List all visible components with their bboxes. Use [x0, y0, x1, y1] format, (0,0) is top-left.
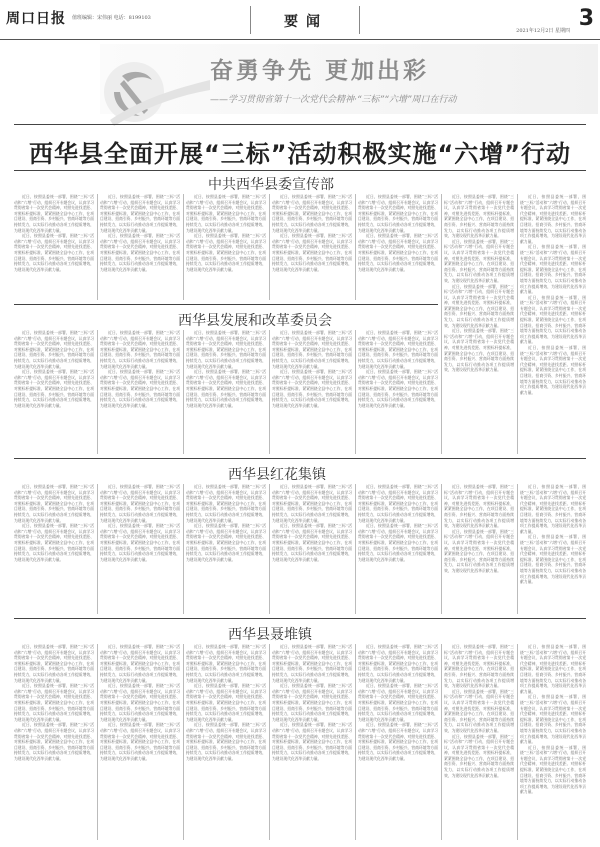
page-number: 3	[578, 6, 594, 31]
article-paragraph: 近日，按照县委统一部署，围绕“三标”活动和“六增”行动，组织召开专题会议，认真学习贯彻省第十一次党代会精神，对照先进找差距、对照标杆提标准，紧紧围绕全县中心工作，在项目建设、招商引资、乡村振兴、营商环境等方面持续发力，以实际行动推动各项工作提质增效，为建设现代化西华贡献力量。	[272, 194, 352, 233]
article-column	[272, 484, 352, 614]
article-paragraph: 近日，按照县委统一部署，围绕“三标”活动和“六增”行动，组织召开专题会议，认真学习贯彻省第十一次党代会精神，对照先进找差距、对照标杆提标准，紧紧围绕全县中心工作，在项目建设、招商引资、乡村振兴、营商环境等方面持续发力，以实际行动推动各项工作提质增效，为建设现代化西华贡献力量。	[358, 722, 438, 761]
article-column	[272, 644, 352, 840]
column-divider	[269, 484, 270, 614]
banner-subslogan: ——学习贯彻省第十一次党代会精神·“三标”“六增”周口在行动	[210, 95, 457, 105]
article-paragraph: 近日，按照县委统一部署，围绕“三标”活动和“六增”行动，组织召开专题会议，认真学习贯彻省第十一次党代会精神，对照先进找差距、对照标杆提标准，紧紧围绕全县中心工作，在项目建设、招商引资、乡村振兴、营商环境等方面持续发力，以实际行动推动各项工作提质增效，为建设现代化西华贡献力量。	[186, 330, 266, 369]
section-label: 要闻	[284, 14, 328, 30]
column-divider	[183, 484, 184, 614]
article-paragraph: 近日，按照县委统一部署，围绕“三标”活动和“六增”行动，组织召开专题会议，认真学习贯彻省第十一次党代会精神，对照先进找差距、对照标杆提标准，紧紧围绕全县中心工作，在项目建设、招商引资、乡村振兴、营商环境等方面持续发力，以实际行动推动各项工作提质增效，为建设现代化西华贡献力量。	[14, 484, 94, 523]
article-column	[100, 484, 180, 614]
article-paragraph: 近日，按照县委统一部署，围绕“三标”活动和“六增”行动，组织召开专题会议，认真学习贯彻省第十一次党代会精神，对照先进找差距、对照标杆提标准，紧紧围绕全县中心工作，在项目建设、招商引资、乡村振兴、营商环境等方面持续发力，以实际行动推动各项工作提质增效，为建设现代化西华贡献力量。	[272, 722, 352, 761]
section-box	[250, 6, 360, 34]
article-paragraph: 近日，按照县委统一部署，围绕“三标”活动和“六增”行动，组织召开专题会议，认真学习贯彻省第十一次党代会精神，对照先进找差距、对照标杆提标准，紧紧围绕全县中心工作，在项目建设、招商引资、乡村振兴、营商环境等方面持续发力，以实际行动推动各项工作提质增效，为建设现代化西华贡献力量。	[186, 194, 266, 233]
article-paragraph: 近日，按照县委统一部署，围绕“三标”活动和“六增”行动，组织召开专题会议，认真学习贯彻省第十一次党代会精神，对照先进找差距、对照标杆提标准，紧紧围绕全县中心工作，在项目建设、招商引资、乡村振兴、营商环境等方面持续发力，以实际行动推动各项工作提质增效，为建设现代化西华贡献力量。	[14, 722, 94, 761]
headline-rule-top	[14, 124, 586, 125]
article-paragraph: 近日，按照县委统一部署，围绕“三标”活动和“六增”行动，组织召开专题会议，认真学习贯彻省第十一次党代会精神，对照先进找差距、对照标杆提标准，紧紧围绕全县中心工作，在项目建设、招商引资、乡村振兴、营商环境等方面持续发力，以实际行动推动各项工作提质增效，为建设现代化西华贡献力量。	[358, 484, 438, 523]
article-paragraph: 近日，按照县委统一部署，围绕“三标”活动和“六增”行动，组织召开专题会议，认真学习贯彻省第十一次党代会精神，对照先进找差距、对照标杆提标准，紧紧围绕全县中心工作，在项目建设、招商引资、乡村振兴、营商环境等方面持续发力，以实际行动推动各项工作提质增效，为建设现代化西华贡献力量。	[444, 528, 514, 573]
article-paragraph: 近日，按照县委统一部署，围绕“三标”活动和“六增”行动，组织召开专题会议，认真学习贯彻省第十一次党代会精神，对照先进找差距、对照标杆提标准，紧紧围绕全县中心工作，在项目建设、招商引资、乡村振兴、营商环境等方面持续发力，以实际行动推动各项工作提质增效，为建设现代化西华贡献力量。	[444, 283, 514, 328]
column-divider	[269, 330, 270, 454]
article-paragraph: 近日，按照县委统一部署，围绕“三标”活动和“六增”行动，组织召开专题会议，认真学习贯彻省第十一次党代会精神，对照先进找差距、对照标杆提标准，紧紧围绕全县中心工作，在项目建设、招商引资、乡村振兴、营商环境等方面持续发力，以实际行动推动各项工作提质增效，为建设现代化西华贡献力量。	[444, 194, 514, 239]
page-headline: 西华县全面开展“三标”活动积极实施“六增”行动	[28, 140, 572, 168]
article-paragraph: 近日，按照县委统一部署，围绕“三标”活动和“六增”行动，组织召开专题会议，认真学习贯彻省第十一次党代会精神，对照先进找差距、对照标杆提标准，紧紧围绕全县中心工作，在项目建设、招商引资、乡村振兴、营商环境等方面持续发力，以实际行动推动各项工作提质增效，为建设现代化西华贡献力量。	[444, 644, 514, 689]
article-paragraph: 近日，按照县委统一部署，围绕“三标”活动和“六增”行动，组织召开专题会议，认真学习贯彻省第十一次党代会精神，对照先进找差距、对照标杆提标准，紧紧围绕全县中心工作，在项目建设、招商引资、乡村振兴、营商环境等方面持续发力，以实际行动推动各项工作提质增效，为建设现代化西华贡献力量。	[100, 330, 180, 369]
article-column	[186, 484, 266, 614]
article-paragraph: 近日，按照县委统一部署，围绕“三标”活动和“六增”行动，组织召开专题会议，认真学习贯彻省第十一次党代会精神，对照先进找差距、对照标杆提标准，紧紧围绕全县中心工作，在项目建设、招商引资、乡村振兴、营商环境等方面持续发力，以实际行动推动各项工作提质增效，为建设现代化西华贡献力量。	[272, 683, 352, 722]
masthead	[0, 0, 600, 40]
article-paragraph: 近日，按照县委统一部署，围绕“三标”活动和“六增”行动，组织召开专题会议，认真学习贯彻省第十一次党代会精神，对照先进找差距、对照标杆提标准，紧紧围绕全县中心工作，在项目建设、招商引资、乡村振兴、营商环境等方面持续发力，以实际行动推动各项工作提质增效，为建设现代化西华贡献力量。	[100, 233, 180, 272]
newspaper-logo: 周口日报	[6, 11, 66, 27]
article-paragraph: 近日，按照县委统一部署，围绕“三标”活动和“六增”行动，组织召开专题会议，认真学习贯彻省第十一次党代会精神，对照先进找差距、对照标杆提标准，紧紧围绕全县中心工作，在项目建设、招商引资、乡村振兴、营商环境等方面持续发力，以实际行动推动各项工作提质增效，为建设现代化西华贡献力量。	[14, 683, 94, 722]
column-divider	[441, 194, 442, 454]
article-column	[358, 644, 438, 840]
article-paragraph: 近日，按照县委统一部署，围绕“三标”活动和“六增”行动，组织召开专题会议，认真学习贯彻省第十一次党代会精神，对照先进找差距、对照标杆提标准，紧紧围绕全县中心工作，在项目建设、招商引资、乡村振兴、营商环境等方面持续发力，以实际行动推动各项工作提质增效，为建设现代化西华贡献力量。	[358, 523, 438, 562]
article-column	[444, 484, 514, 614]
article-column	[272, 330, 352, 454]
column-divider	[517, 484, 518, 614]
party-emblem-icon	[100, 50, 210, 130]
column-divider	[355, 330, 356, 454]
article-paragraph: 近日，按照县委统一部署，围绕“三标”活动和“六增”行动，组织召开专题会议，认真学习贯彻省第十一次党代会精神，对照先进找差距、对照标杆提标准，紧紧围绕全县中心工作，在项目建设、招商引资、乡村振兴、营商环境等方面持续发力，以实际行动推动各项工作提质增效，为建设现代化西华贡献力量。	[100, 644, 180, 683]
column-divider	[97, 330, 98, 454]
section-title-development: 西华县发展和改革委员会	[178, 313, 332, 329]
article-column	[520, 484, 586, 614]
article-paragraph: 近日，按照县委统一部署，围绕“三标”活动和“六增”行动，组织召开专题会议，认真学习贯彻省第十一次党代会精神，对照先进找差距、对照标杆提标准，紧紧围绕全县中心工作，在项目建设、招商引资、乡村振兴、营商环境等方面持续发力，以实际行动推动各项工作提质增效，为建设现代化西华贡献力量。	[100, 722, 180, 761]
column-divider	[97, 194, 98, 300]
column-divider	[183, 644, 184, 840]
article-column	[520, 194, 586, 454]
article-paragraph: 近日，按照县委统一部署，围绕“三标”活动和“六增”行动，组织召开专题会议，认真学习贯彻省第十一次党代会精神，对照先进找差距、对照标杆提标准，紧紧围绕全县中心工作，在项目建设、招商引资、乡村振兴、营商环境等方面持续发力，以实际行动推动各项工作提质增效，为建设现代化西华贡献力量。	[358, 233, 438, 272]
article-paragraph: 近日，按照县委统一部署，围绕“三标”活动和“六增”行动，组织召开专题会议，认真学习贯彻省第十一次党代会精神，对照先进找差距、对照标杆提标准，紧紧围绕全县中心工作，在项目建设、招商引资、乡村振兴、营商环境等方面持续发力，以实际行动推动各项工作提质增效，为建设现代化西华贡献力量。	[186, 644, 266, 683]
column-divider	[355, 194, 356, 300]
article-paragraph: 近日，按照县委统一部署，围绕“三标”活动和“六增”行动，组织召开专题会议，认真学习贯彻省第十一次党代会精神，对照先进找差距、对照标杆提标准，紧紧围绕全县中心工作，在项目建设、招商引资、乡村振兴、营商环境等方面持续发力，以实际行动推动各项工作提质增效，为建设现代化西华贡献力量。	[444, 688, 514, 733]
editor-info: 值班编辑：宋伟丽 电话：8199103	[72, 15, 151, 21]
article-paragraph: 近日，按照县委统一部署，围绕“三标”活动和“六增”行动，组织召开专题会议，认真学习贯彻省第十一次党代会精神，对照先进找差距、对照标杆提标准，紧紧围绕全县中心工作，在项目建设、招商引资、乡村振兴、营商环境等方面持续发力，以实际行动推动各项工作提质增效，为建设现代化西华贡献力量。	[358, 194, 438, 233]
article-paragraph: 近日，按照县委统一部署，围绕“三标”活动和“六增”行动，组织召开专题会议，认真学习贯彻省第十一次党代会精神，对照先进找差距、对照标杆提标准，紧紧围绕全县中心工作，在项目建设、招商引资、乡村振兴、营商环境等方面持续发力，以实际行动推动各项工作提质增效，为建设现代化西华贡献力量。	[358, 644, 438, 683]
article-paragraph: 近日，按照县委统一部署，围绕“三标”活动和“六增”行动，组织召开专题会议，认真学习贯彻省第十一次党代会精神，对照先进找差距、对照标杆提标准，紧紧围绕全县中心工作，在项目建设、招商引资、乡村振兴、营商环境等方面持续发力，以实际行动推动各项工作提质增效，为建设现代化西华贡献力量。	[186, 523, 266, 562]
article-paragraph: 近日，按照县委统一部署，围绕“三标”活动和“六增”行动，组织召开专题会议，认真学习贯彻省第十一次党代会精神，对照先进找差距、对照标杆提标准，紧紧围绕全县中心工作，在项目建设、招商引资、乡村振兴、营商环境等方面持续发力，以实际行动推动各项工作提质增效，为建设现代化西华贡献力量。	[520, 744, 586, 795]
column-divider	[183, 194, 184, 300]
article-paragraph: 近日，按照县委统一部署，围绕“三标”活动和“六增”行动，组织召开专题会议，认真学习贯彻省第十一次党代会精神，对照先进找差距、对照标杆提标准，紧紧围绕全县中心工作，在项目建设、招商引资、乡村振兴、营商环境等方面持续发力，以实际行动推动各项工作提质增效，为建设现代化西华贡献力量。	[444, 733, 514, 778]
article-paragraph: 近日，按照县委统一部署，围绕“三标”活动和“六增”行动，组织召开专题会议，认真学习贯彻省第十一次党代会精神，对照先进找差距、对照标杆提标准，紧紧围绕全县中心工作，在项目建设、招商引资、乡村振兴、营商环境等方面持续发力，以实际行动推动各项工作提质增效，为建设现代化西华贡献力量。	[358, 683, 438, 722]
column-divider	[355, 484, 356, 614]
column-divider	[441, 484, 442, 614]
article-column	[358, 330, 438, 454]
section-rule	[14, 458, 586, 459]
article-column	[186, 194, 266, 300]
article-paragraph: 近日，按照县委统一部署，围绕“三标”活动和“六增”行动，组织召开专题会议，认真学习贯彻省第十一次党代会精神，对照先进找差距、对照标杆提标准，紧紧围绕全县中心工作，在项目建设、招商引资、乡村振兴、营商环境等方面持续发力，以实际行动推动各项工作提质增效，为建设现代化西华贡献力量。	[272, 330, 352, 369]
column-divider	[269, 644, 270, 840]
article-column	[444, 644, 514, 840]
column-divider	[97, 644, 98, 840]
article-paragraph: 近日，按照县委统一部署，围绕“三标”活动和“六增”行动，组织召开专题会议，认真学习贯彻省第十一次党代会精神，对照先进找差距、对照标杆提标准，紧紧围绕全县中心工作，在项目建设、招商引资、乡村振兴、营商环境等方面持续发力，以实际行动推动各项工作提质增效，为建设现代化西华贡献力量。	[520, 694, 586, 745]
article-column	[14, 644, 94, 840]
article-column	[100, 194, 180, 300]
article-paragraph: 近日，按照县委统一部署，围绕“三标”活动和“六增”行动，组织召开专题会议，认真学习贯彻省第十一次党代会精神，对照先进找差距、对照标杆提标准，紧紧围绕全县中心工作，在项目建设、招商引资、乡村振兴、营商环境等方面持续发力，以实际行动推动各项工作提质增效，为建设现代化西华贡献力量。	[272, 644, 352, 683]
article-column	[100, 644, 180, 840]
article-paragraph: 近日，按照县委统一部署，围绕“三标”活动和“六增”行动，组织召开专题会议，认真学习贯彻省第十一次党代会精神，对照先进找差距、对照标杆提标准，紧紧围绕全县中心工作，在项目建设、招商引资、乡村振兴、营商环境等方面持续发力，以实际行动推动各项工作提质增效，为建设现代化西华贡献力量。	[186, 369, 266, 408]
article-paragraph: 近日，按照县委统一部署，围绕“三标”活动和“六增”行动，组织召开专题会议，认真学习贯彻省第十一次党代会精神，对照先进找差距、对照标杆提标准，紧紧围绕全县中心工作，在项目建设、招商引资、乡村振兴、营商环境等方面持续发力，以实际行动推动各项工作提质增效，为建设现代化西华贡献力量。	[444, 238, 514, 283]
article-paragraph: 近日，按照县委统一部署，围绕“三标”活动和“六增”行动，组织召开专题会议，认真学习贯彻省第十一次党代会精神，对照先进找差距、对照标杆提标准，紧紧围绕全县中心工作，在项目建设、招商引资、乡村振兴、营商环境等方面持续发力，以实际行动推动各项工作提质增效，为建设现代化西华贡献力量。	[272, 523, 352, 562]
article-paragraph: 近日，按照县委统一部署，围绕“三标”活动和“六增”行动，组织召开专题会议，认真学习贯彻省第十一次党代会精神，对照先进找差距、对照标杆提标准，紧紧围绕全县中心工作，在项目建设、招商引资、乡村振兴、营商环境等方面持续发力，以实际行动推动各项工作提质增效，为建设现代化西华贡献力量。	[520, 194, 586, 244]
article-paragraph: 近日，按照县委统一部署，围绕“三标”活动和“六增”行动，组织召开专题会议，认真学习贯彻省第十一次党代会精神，对照先进找差距、对照标杆提标准，紧紧围绕全县中心工作，在项目建设、招商引资、乡村振兴、营商环境等方面持续发力，以实际行动推动各项工作提质增效，为建设现代化西华贡献力量。	[520, 244, 586, 295]
article-column	[14, 484, 94, 614]
article-column	[100, 330, 180, 454]
column-divider	[517, 194, 518, 454]
article-column	[14, 330, 94, 454]
article-paragraph: 近日，按照县委统一部署，围绕“三标”活动和“六增”行动，组织召开专题会议，认真学习贯彻省第十一次党代会精神，对照先进找差距、对照标杆提标准，紧紧围绕全县中心工作，在项目建设、招商引资、乡村振兴、营商环境等方面持续发力，以实际行动推动各项工作提质增效，为建设现代化西华贡献力量。	[14, 523, 94, 562]
article-paragraph: 近日，按照县委统一部署，围绕“三标”活动和“六增”行动，组织召开专题会议，认真学习贯彻省第十一次党代会精神，对照先进找差距、对照标杆提标准，紧紧围绕全县中心工作，在项目建设、招商引资、乡村振兴、营商环境等方面持续发力，以实际行动推动各项工作提质增效，为建设现代化西华贡献力量。	[520, 484, 586, 534]
section-rule	[14, 618, 586, 619]
column-divider	[97, 484, 98, 614]
banner-slogan: 奋勇争先 更加出彩	[210, 58, 430, 84]
article-column	[520, 644, 586, 840]
article-paragraph: 近日，按照县委统一部署，围绕“三标”活动和“六增”行动，组织召开专题会议，认真学习贯彻省第十一次党代会精神，对照先进找差距、对照标杆提标准，紧紧围绕全县中心工作，在项目建设、招商引资、乡村振兴、营商环境等方面持续发力，以实际行动推动各项工作提质增效，为建设现代化西华贡献力量。	[100, 369, 180, 408]
article-paragraph: 近日，按照县委统一部署，围绕“三标”活动和“六增”行动，组织召开专题会议，认真学习贯彻省第十一次党代会精神，对照先进找差距、对照标杆提标准，紧紧围绕全县中心工作，在项目建设、招商引资、乡村振兴、营商环境等方面持续发力，以实际行动推动各项工作提质增效，为建设现代化西华贡献力量。	[272, 484, 352, 523]
article-paragraph: 近日，按照县委统一部署，围绕“三标”活动和“六增”行动，组织召开专题会议，认真学习贯彻省第十一次党代会精神，对照先进找差距、对照标杆提标准，紧紧围绕全县中心工作，在项目建设、招商引资、乡村振兴、营商环境等方面持续发力，以实际行动推动各项工作提质增效，为建设现代化西华贡献力量。	[520, 644, 586, 694]
section-title-propaganda: 中共西华县委宣传部	[208, 177, 334, 193]
article-paragraph: 近日，按照县委统一部署，围绕“三标”活动和“六增”行动，组织召开专题会议，认真学习贯彻省第十一次党代会精神，对照先进找差距、对照标杆提标准，紧紧围绕全县中心工作，在项目建设、招商引资、乡村振兴、营商环境等方面持续发力，以实际行动推动各项工作提质增效，为建设现代化西华贡献力量。	[520, 294, 586, 345]
article-paragraph: 近日，按照县委统一部署，围绕“三标”活动和“六增”行动，组织召开专题会议，认真学习贯彻省第十一次党代会精神，对照先进找差距、对照标杆提标准，紧紧围绕全县中心工作，在项目建设、招商引资、乡村振兴、营商环境等方面持续发力，以实际行动推动各项工作提质增效，为建设现代化西华贡献力量。	[14, 233, 94, 272]
article-paragraph: 近日，按照县委统一部署，围绕“三标”活动和“六增”行动，组织召开专题会议，认真学习贯彻省第十一次党代会精神，对照先进找差距、对照标杆提标准，紧紧围绕全县中心工作，在项目建设、招商引资、乡村振兴、营商环境等方面持续发力，以实际行动推动各项工作提质增效，为建设现代化西华贡献力量。	[186, 233, 266, 272]
dateline: 2021年12月2日 星期四	[516, 28, 570, 34]
article-paragraph: 近日，按照县委统一部署，围绕“三标”活动和“六增”行动，组织召开专题会议，认真学习贯彻省第十一次党代会精神，对照先进找差距、对照标杆提标准，紧紧围绕全县中心工作，在项目建设、招商引资、乡村振兴、营商环境等方面持续发力，以实际行动推动各项工作提质增效，为建设现代化西华贡献力量。	[272, 369, 352, 408]
column-divider	[517, 644, 518, 840]
article-column	[14, 194, 94, 300]
article-paragraph: 近日，按照县委统一部署，围绕“三标”活动和“六增”行动，组织召开专题会议，认真学习贯彻省第十一次党代会精神，对照先进找差距、对照标杆提标准，紧紧围绕全县中心工作，在项目建设、招商引资、乡村振兴、营商环境等方面持续发力，以实际行动推动各项工作提质增效，为建设现代化西华贡献力量。	[444, 328, 514, 373]
column-divider	[441, 644, 442, 840]
article-column	[186, 644, 266, 840]
article-paragraph: 近日，按照县委统一部署，围绕“三标”活动和“六增”行动，组织召开专题会议，认真学习贯彻省第十一次党代会精神，对照先进找差距、对照标杆提标准，紧紧围绕全县中心工作，在项目建设、招商引资、乡村振兴、营商环境等方面持续发力，以实际行动推动各项工作提质增效，为建设现代化西华贡献力量。	[358, 330, 438, 369]
article-paragraph: 近日，按照县委统一部署，围绕“三标”活动和“六增”行动，组织召开专题会议，认真学习贯彻省第十一次党代会精神，对照先进找差距、对照标杆提标准，紧紧围绕全县中心工作，在项目建设、招商引资、乡村振兴、营商环境等方面持续发力，以实际行动推动各项工作提质增效，为建设现代化西华贡献力量。	[14, 330, 94, 369]
column-divider	[183, 330, 184, 454]
article-paragraph: 近日，按照县委统一部署，围绕“三标”活动和“六增”行动，组织召开专题会议，认真学习贯彻省第十一次党代会精神，对照先进找差距、对照标杆提标准，紧紧围绕全县中心工作，在项目建设、招商引资、乡村振兴、营商环境等方面持续发力，以实际行动推动各项工作提质增效，为建设现代化西华贡献力量。	[186, 484, 266, 523]
article-column	[358, 484, 438, 614]
article-paragraph: 近日，按照县委统一部署，围绕“三标”活动和“六增”行动，组织召开专题会议，认真学习贯彻省第十一次党代会精神，对照先进找差距、对照标杆提标准，紧紧围绕全县中心工作，在项目建设、招商引资、乡村振兴、营商环境等方面持续发力，以实际行动推动各项工作提质增效，为建设现代化西华贡献力量。	[14, 194, 94, 233]
section-title-honghuaji: 西华县红花集镇	[228, 467, 326, 483]
article-paragraph: 近日，按照县委统一部署，围绕“三标”活动和“六增”行动，组织召开专题会议，认真学习贯彻省第十一次党代会精神，对照先进找差距、对照标杆提标准，紧紧围绕全县中心工作，在项目建设、招商引资、乡村振兴、营商环境等方面持续发力，以实际行动推动各项工作提质增效，为建设现代化西华贡献力量。	[100, 484, 180, 523]
article-column	[444, 194, 514, 454]
article-paragraph: 近日，按照县委统一部署，围绕“三标”活动和“六增”行动，组织召开专题会议，认真学习贯彻省第十一次党代会精神，对照先进找差距、对照标杆提标准，紧紧围绕全县中心工作，在项目建设、招商引资、乡村振兴、营商环境等方面持续发力，以实际行动推动各项工作提质增效，为建设现代化西华贡献力量。	[444, 484, 514, 529]
section-rule	[14, 304, 438, 305]
article-paragraph: 近日，按照县委统一部署，围绕“三标”活动和“六增”行动，组织召开专题会议，认真学习贯彻省第十一次党代会精神，对照先进找差距、对照标杆提标准，紧紧围绕全县中心工作，在项目建设、招商引资、乡村振兴、营商环境等方面持续发力，以实际行动推动各项工作提质增效，为建设现代化西华贡献力量。	[100, 683, 180, 722]
section-title-niedui: 西华县聂堆镇	[228, 627, 312, 643]
article-paragraph: 近日，按照县委统一部署，围绕“三标”活动和“六增”行动，组织召开专题会议，认真学习贯彻省第十一次党代会精神，对照先进找差距、对照标杆提标准，紧紧围绕全县中心工作，在项目建设、招商引资、乡村振兴、营商环境等方面持续发力，以实际行动推动各项工作提质增效，为建设现代化西华贡献力量。	[186, 683, 266, 722]
article-column	[272, 194, 352, 300]
article-paragraph: 近日，按照县委统一部署，围绕“三标”活动和“六增”行动，组织召开专题会议，认真学习贯彻省第十一次党代会精神，对照先进找差距、对照标杆提标准，紧紧围绕全县中心工作，在项目建设、招商引资、乡村振兴、营商环境等方面持续发力，以实际行动推动各项工作提质增效，为建设现代化西华贡献力量。	[520, 534, 586, 585]
article-paragraph: 近日，按照县委统一部署，围绕“三标”活动和“六增”行动，组织召开专题会议，认真学习贯彻省第十一次党代会精神，对照先进找差距、对照标杆提标准，紧紧围绕全县中心工作，在项目建设、招商引资、乡村振兴、营商环境等方面持续发力，以实际行动推动各项工作提质增效，为建设现代化西华贡献力量。	[272, 233, 352, 272]
article-paragraph: 近日，按照县委统一部署，围绕“三标”活动和“六增”行动，组织召开专题会议，认真学习贯彻省第十一次党代会精神，对照先进找差距、对照标杆提标准，紧紧围绕全县中心工作，在项目建设、招商引资、乡村振兴、营商环境等方面持续发力，以实际行动推动各项工作提质增效，为建设现代化西华贡献力量。	[100, 523, 180, 562]
article-paragraph: 近日，按照县委统一部署，围绕“三标”活动和“六增”行动，组织召开专题会议，认真学习贯彻省第十一次党代会精神，对照先进找差距、对照标杆提标准，紧紧围绕全县中心工作，在项目建设、招商引资、乡村振兴、营商环境等方面持续发力，以实际行动推动各项工作提质增效，为建设现代化西华贡献力量。	[14, 369, 94, 408]
article-paragraph: 近日，按照县委统一部署，围绕“三标”活动和“六增”行动，组织召开专题会议，认真学习贯彻省第十一次党代会精神，对照先进找差距、对照标杆提标准，紧紧围绕全县中心工作，在项目建设、招商引资、乡村振兴、营商环境等方面持续发力，以实际行动推动各项工作提质增效，为建设现代化西华贡献力量。	[14, 644, 94, 683]
article-paragraph: 近日，按照县委统一部署，围绕“三标”活动和“六增”行动，组织召开专题会议，认真学习贯彻省第十一次党代会精神，对照先进找差距、对照标杆提标准，紧紧围绕全县中心工作，在项目建设、招商引资、乡村振兴、营商环境等方面持续发力，以实际行动推动各项工作提质增效，为建设现代化西华贡献力量。	[186, 722, 266, 761]
column-divider	[269, 194, 270, 300]
article-paragraph: 近日，按照县委统一部署，围绕“三标”活动和“六增”行动，组织召开专题会议，认真学习贯彻省第十一次党代会精神，对照先进找差距、对照标杆提标准，紧紧围绕全县中心工作，在项目建设、招商引资、乡村振兴、营商环境等方面持续发力，以实际行动推动各项工作提质增效，为建设现代化西华贡献力量。	[358, 369, 438, 408]
article-column	[358, 194, 438, 300]
headline-rule-bottom	[14, 170, 586, 171]
column-divider	[355, 644, 356, 840]
article-paragraph: 近日，按照县委统一部署，围绕“三标”活动和“六增”行动，组织召开专题会议，认真学习贯彻省第十一次党代会精神，对照先进找差距、对照标杆提标准，紧紧围绕全县中心工作，在项目建设、招商引资、乡村振兴、营商环境等方面持续发力，以实际行动推动各项工作提质增效，为建设现代化西华贡献力量。	[520, 345, 586, 395]
article-column	[186, 330, 266, 454]
article-paragraph: 近日，按照县委统一部署，围绕“三标”活动和“六增”行动，组织召开专题会议，认真学习贯彻省第十一次党代会精神，对照先进找差距、对照标杆提标准，紧紧围绕全县中心工作，在项目建设、招商引资、乡村振兴、营商环境等方面持续发力，以实际行动推动各项工作提质增效，为建设现代化西华贡献力量。	[100, 194, 180, 233]
